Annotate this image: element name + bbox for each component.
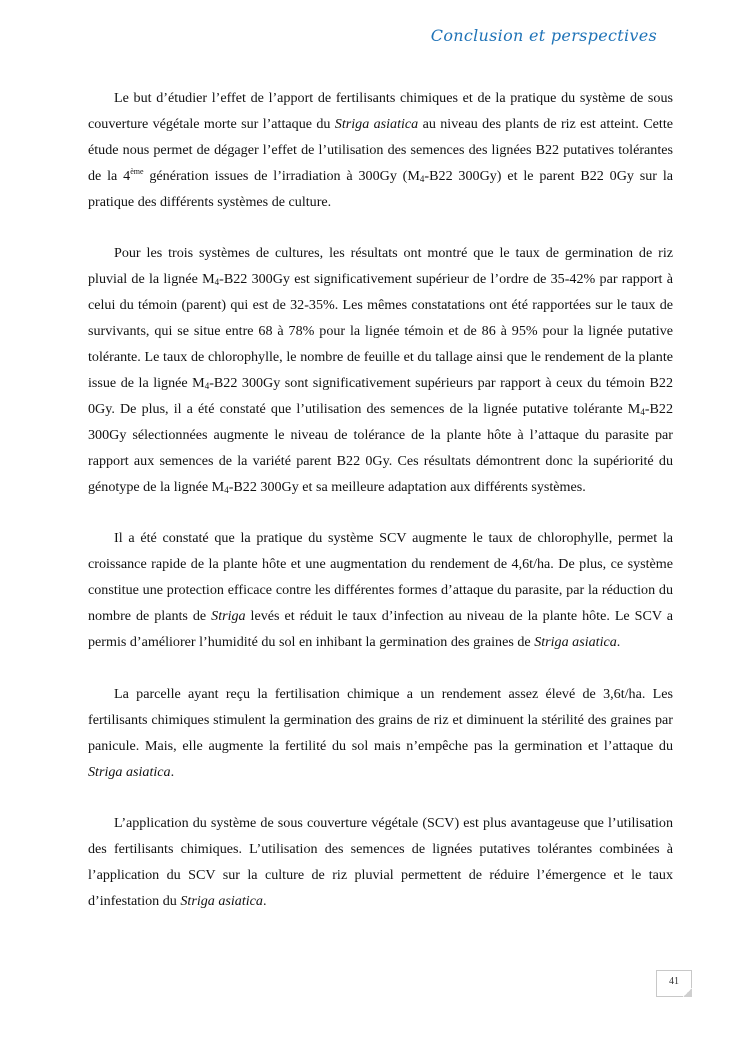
- paragraph-2: [88, 241, 673, 500]
- p2-subscript-2: 4: [204, 380, 210, 391]
- paragraph-3: [88, 526, 673, 656]
- p1-subscript: 4: [419, 173, 425, 184]
- p4-text-c: .: [170, 763, 175, 780]
- p1-text-c: au niveau des plants de riz est atteint. Cette étude nous permet de dégager l’effet de l’utilisation des semences des lignées B22 putatives tolérantes de la 4: [88, 115, 674, 184]
- page-number: 41: [669, 976, 679, 987]
- body-text: [88, 86, 673, 941]
- p2-subscript-3: 4: [640, 406, 645, 417]
- p2-subscript-1: 4: [214, 277, 220, 288]
- p5-text-a: L’application du système de sous couverture végétale (SCV) est plus avantageuse que l’utilisation des fertilisants chimiques. L’utilisation des semences de lignées putatives tolérantes combinées à l’application du SCV sur la culture de riz pluvial permettent de réduire l’émergence et le taux d’infestation du: [88, 815, 673, 910]
- p3-species: Striga asiatica: [534, 634, 617, 650]
- p1-superscript: ème: [130, 166, 144, 176]
- p3-text-e: .: [616, 634, 621, 650]
- p2-text-e: -B22 300Gy et sa meilleure adaptation aux différents systèmes.: [228, 478, 586, 495]
- p2-text-c: -B22 300Gy sont significativement supérieurs par rapport à ceux du témoin B22 0Gy. De plus, il a été constaté que l’utilisation des semences de la lignée putative tolérante M: [88, 374, 673, 417]
- p5-species: Striga asiatica: [180, 893, 263, 910]
- p3-genus: Striga: [211, 608, 246, 625]
- running-header: Conclusion et perspectives: [430, 26, 657, 45]
- paragraph-4: [88, 682, 673, 786]
- p2-text-a: Pour les trois systèmes de cultures, les résultats ont montré que le taux de germination de riz pluvial de la lignée M: [88, 245, 673, 288]
- p5-text-c: .: [262, 893, 267, 910]
- page-number-box: [656, 970, 692, 997]
- p1-text-a: Le but d’étudier l’effet de l’apport de fertilisants chimiques et de la pratique du système de sous couverture végétale morte sur l’attaque du: [88, 90, 673, 132]
- page-corner-fold: [683, 988, 692, 997]
- p2-text-d: -B22 300Gy sélectionnées augmente le niveau de tolérance de la plante hôte à l’attaque du parasite par rapport aux semences de la variété parent B22 0Gy. Ces résultats démontrent donc la supériorité du génotype de la lignée M: [88, 400, 673, 495]
- p2-text-b: -B22 300Gy est significativement supérieur de l’ordre de 35-42% par rapport à celui du témoin (parent) qui est de 32-35%. Les mêmes constatations ont été rapportées sur le taux de survivants, qui se situe entre 68 à 78% pour la lignée témoin et de 86 à 95% pour la lignée putative tolérante. Le taux de chlorophylle, le nombre de feuille et du tallage ainsi que le rendement de la plante issue de la lignée M: [88, 271, 673, 391]
- p1-text-d: génération issues de l’irradiation à 300Gy (M: [143, 167, 420, 184]
- p4-species: Striga asiatica: [88, 763, 171, 780]
- p4-text-a: La parcelle ayant reçu la fertilisation chimique a un rendement assez élevé de 3,6t/ha. Les fertilisants chimiques stimulent la germination des grains de riz et diminuent la stérilité des graines par panicule. Mais, elle augmente la fertilité du sol mais n’empêche pas la germination et l’attaque du: [88, 685, 673, 754]
- p2-subscript-4: 4: [224, 484, 229, 495]
- paragraph-1: [88, 86, 673, 216]
- p3-text-c: levés et réduit le taux d’infection au niveau de la plante hôte. Le SCV a permis d’améliorer l’humidité du sol en inhibant la germination des graines de: [88, 608, 673, 650]
- p3-text-a: Il a été constaté que la pratique du système SCV augmente le taux de chlorophylle, permet la croissance rapide de la plante hôte et une augmentation du rendement de 4,6t/ha. De plus, ce système constitue une protection efficace contre les différentes formes d’attaque du parasite, par la réduction du nombre de plants de: [88, 530, 673, 625]
- p1-text-e: -B22 300Gy) et le parent B22 0Gy sur la pratique des différents systèmes de culture.: [88, 167, 674, 210]
- paragraph-5: [88, 811, 673, 915]
- p1-species: Striga asiatica: [334, 115, 419, 132]
